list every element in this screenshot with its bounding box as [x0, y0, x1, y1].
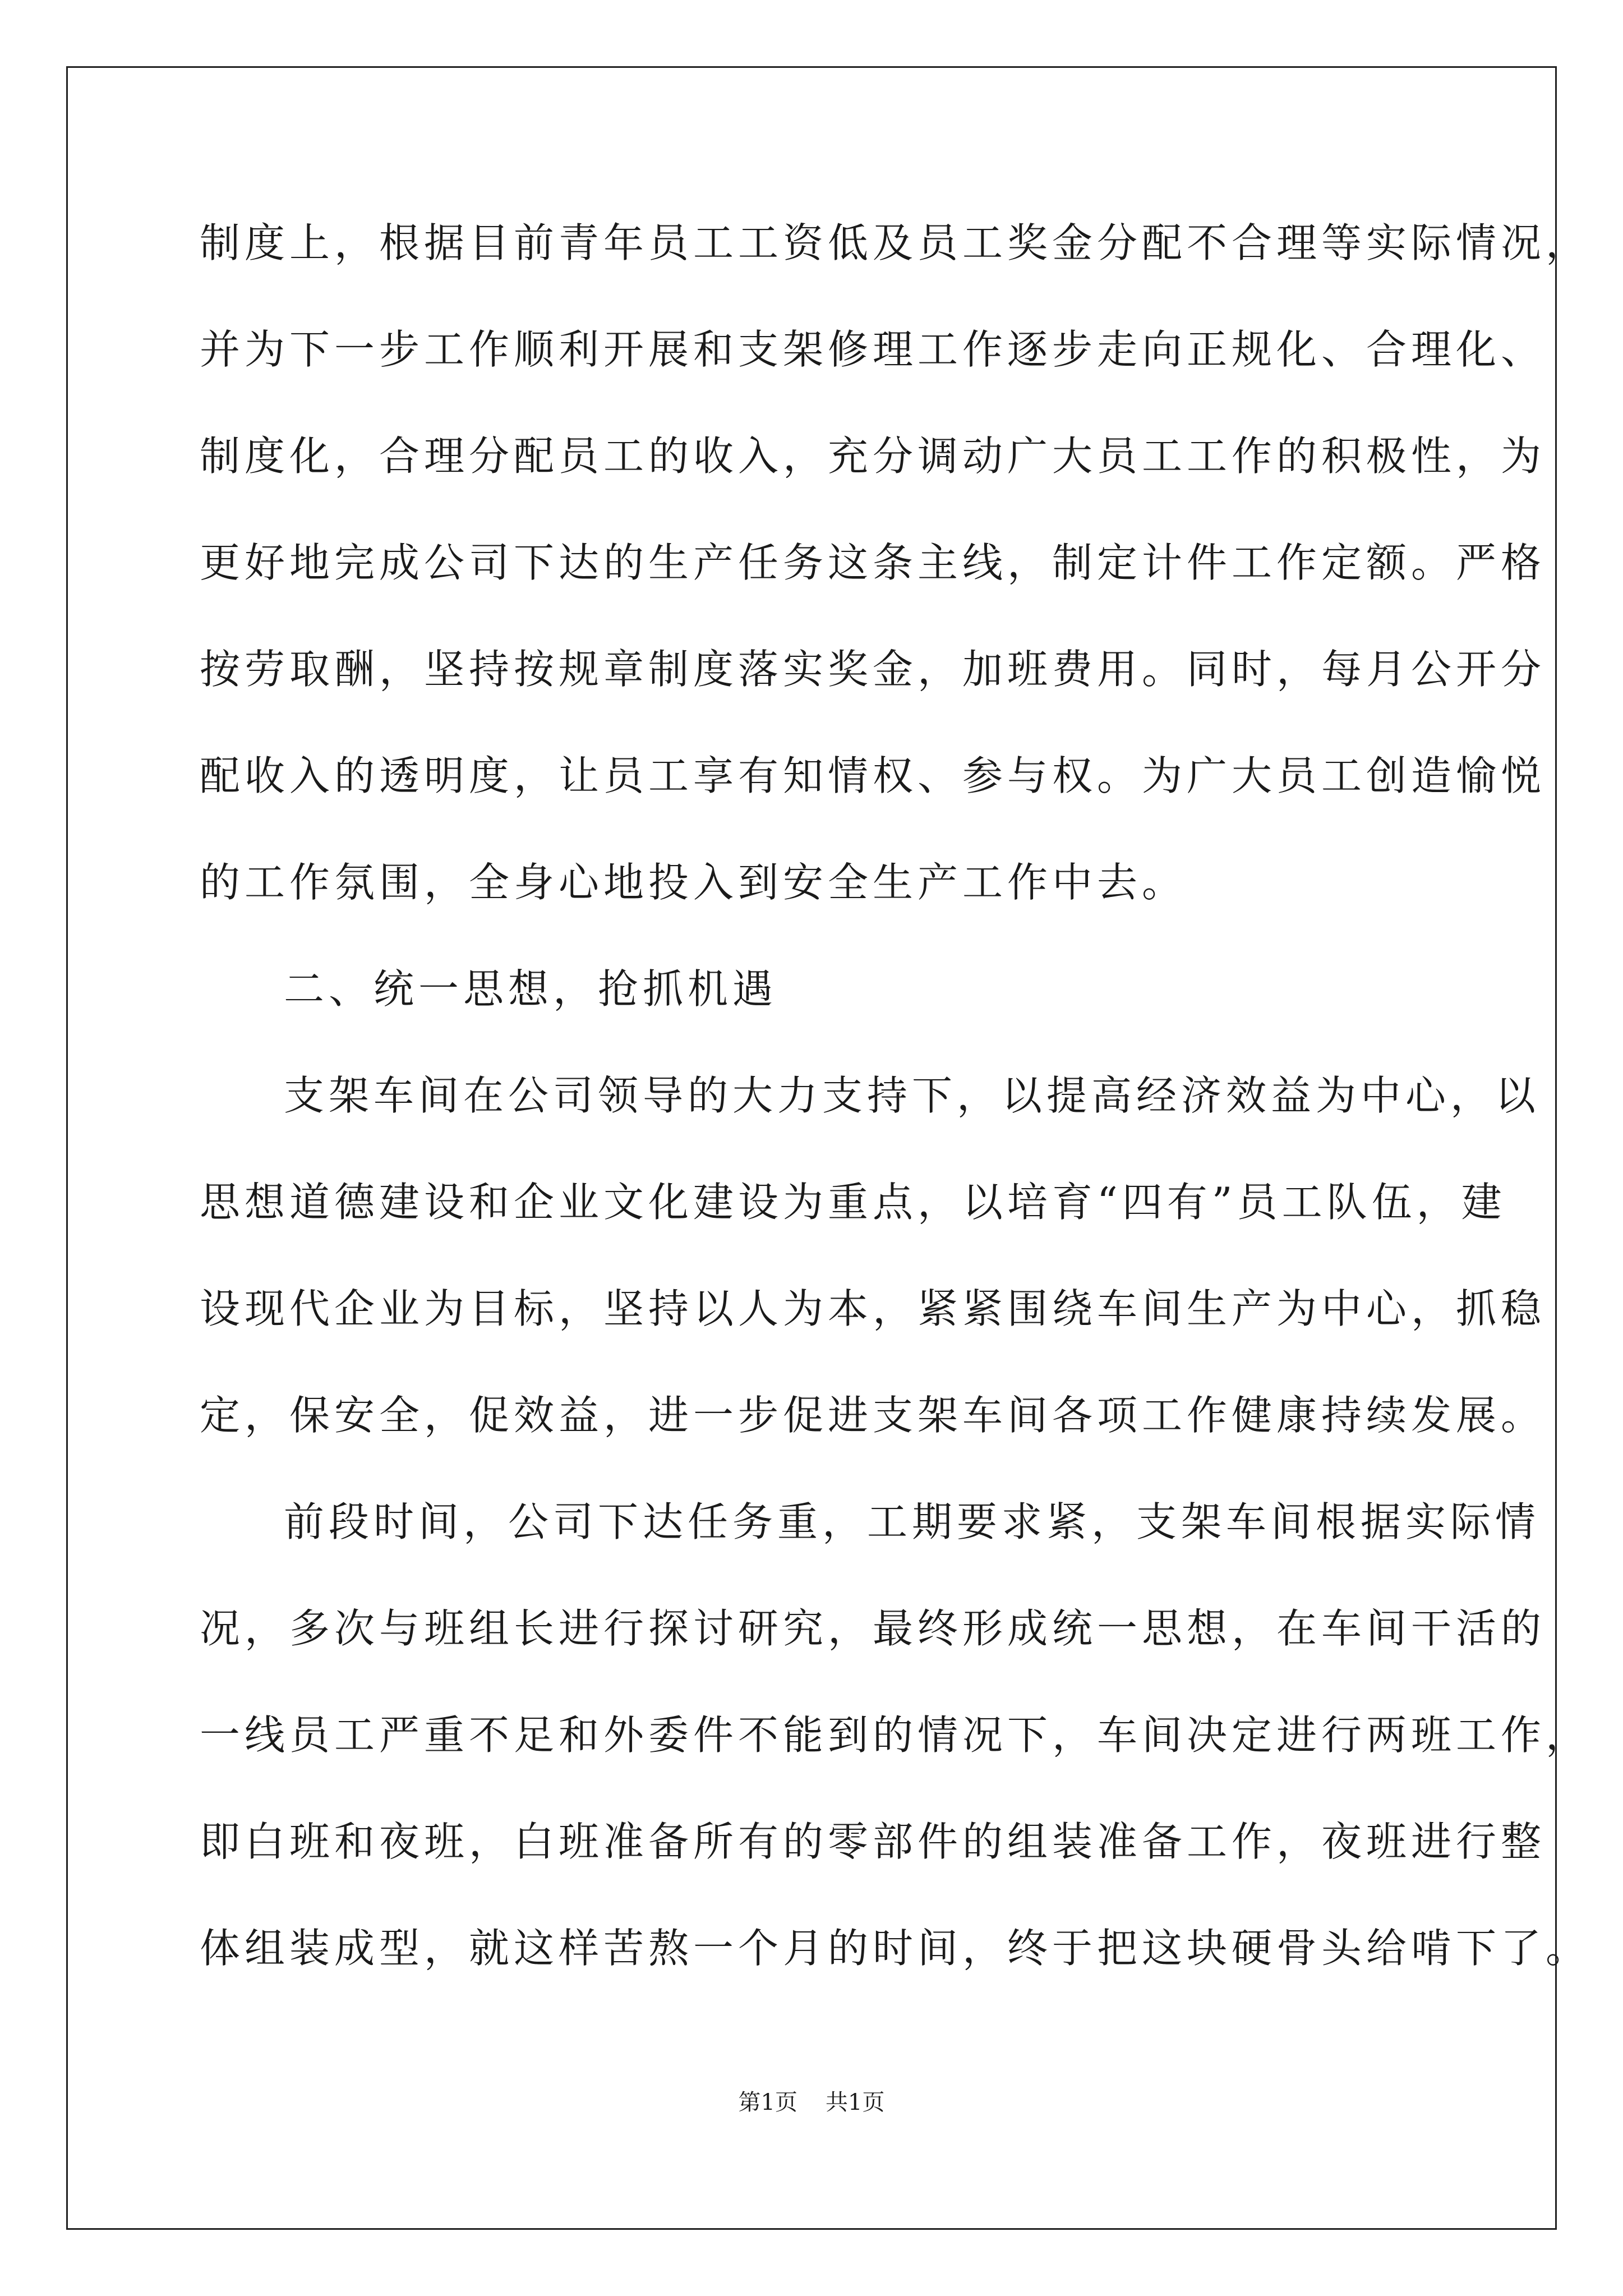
text-line: 支架车间在公司领导的大力支持下，以提高经济效益为中心，以: [284, 1072, 1541, 1119]
page-total: 共1页: [826, 2090, 885, 2115]
text-line: 配收入的透明度，让员工享有知情权、参与权。为广大员工创造愉悦: [200, 752, 1546, 799]
page-footer: [0, 2086, 1623, 2119]
text-line: 定，保安全，促效益，进一步促进支架车间各项工作健康持续发展。: [200, 1392, 1546, 1439]
text-line: 按劳取酬，坚持按规章制度落实奖金，加班费用。同时，每月公开分: [200, 646, 1546, 693]
section-heading: 二、统一思想，抢抓机遇: [284, 965, 778, 1013]
page-number: 第1页: [738, 2090, 797, 2115]
text-line: 制度上，根据目前青年员工工资低及员工奖金分配不合理等实际情况，: [200, 219, 1591, 266]
text-line: 设现代企业为目标，坚持以人为本，紧紧围绕车间生产为中心，抓稳: [200, 1285, 1546, 1332]
text-line: 体组装成型，就这样苦熬一个月的时间，终于把这块硬骨头给啃下了。: [200, 1925, 1591, 1972]
text-line: 并为下一步工作顺利开展和支架修理工作逐步走向正规化、合理化、: [200, 326, 1546, 373]
text-line: 一线员工严重不足和外委件不能到的情况下，车间决定进行两班工作，: [200, 1711, 1591, 1759]
text-line: 更好地完成公司下达的生产任务这条主线，制定计件工作定额。严格: [200, 539, 1546, 586]
text-line: 前段时间，公司下达任务重，工期要求紧，支架车间根据实际情: [284, 1498, 1541, 1545]
text-line: 即白班和夜班，白班准备所有的零部件的组装准备工作，夜班进行整: [200, 1818, 1546, 1865]
text-line: 思想道德建设和企业文化建设为重点，以培育“四有”员工队伍，建: [200, 1179, 1506, 1226]
text-line: 况，多次与班组长进行探讨研究，最终形成统一思想，在车间干活的: [200, 1605, 1546, 1652]
document-body: [200, 190, 1591, 2001]
text-line: 制度化，合理分配员工的收入，充分调动广大员工工作的积极性，为: [200, 432, 1546, 480]
text-line: 的工作氛围，全身心地投入到安全生产工作中去。: [200, 859, 1187, 906]
